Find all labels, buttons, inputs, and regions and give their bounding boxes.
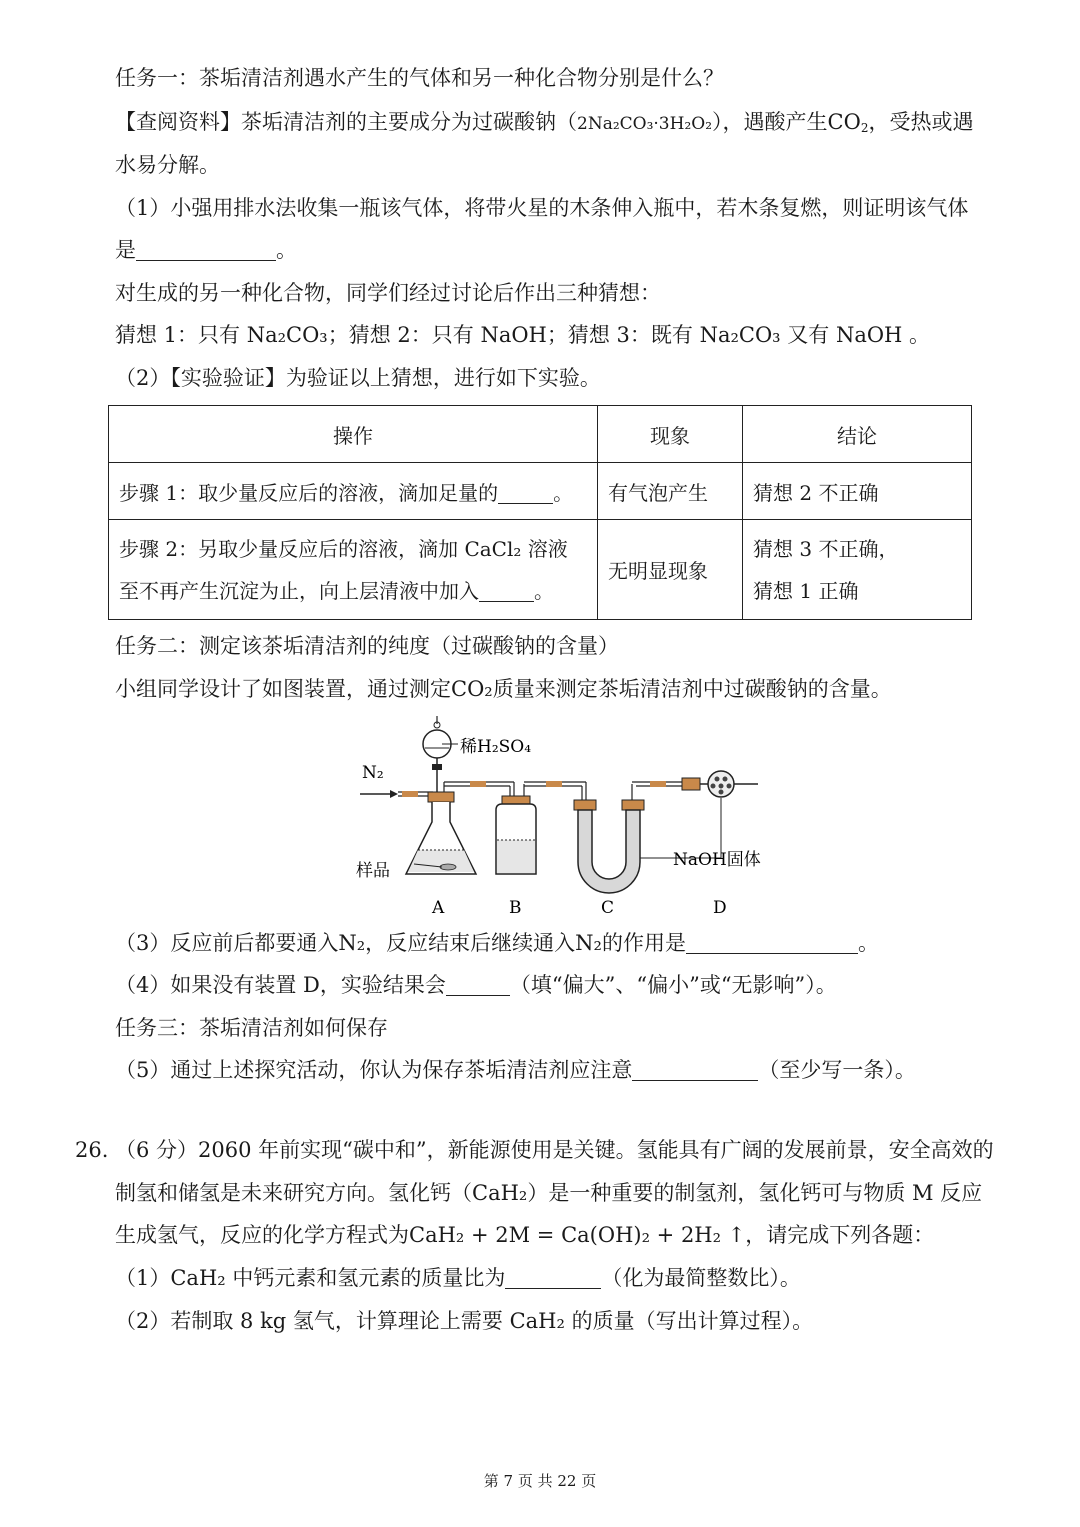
question-3-line <box>115 928 879 958</box>
row1-phenomenon: 有气泡产生 <box>598 463 743 520</box>
row1-conclusion: 猜想 2 不正确 <box>743 463 972 520</box>
question-2-text: （2）【实验验证】为验证以上猜想，进行如下实验。 <box>115 366 601 390</box>
answer-blank-7[interactable] <box>505 1266 601 1289</box>
question-1-answer-line <box>115 235 297 265</box>
stopper-a <box>428 792 454 802</box>
stopper-d <box>682 778 700 790</box>
row2-concl-a: 猜想 3 不正确， <box>753 536 899 561</box>
row1-op-text: 步骤 1：取少量反应后的溶液，滴加足量的 <box>119 480 499 505</box>
answer-blank-1[interactable] <box>136 238 276 261</box>
label-a: A <box>432 898 445 918</box>
subscript: 2 <box>860 121 869 135</box>
header-conclusion: 结论 <box>743 406 972 463</box>
apparatus-diagram <box>340 712 780 922</box>
rubber-tube <box>402 791 418 797</box>
row2-op-text-a: 步骤 2：另取少量反应后的溶液，滴加 CaCl₂ 溶液 <box>119 536 568 561</box>
label-c: C <box>601 898 615 918</box>
question-5-line <box>115 1055 916 1085</box>
row2-concl-b: 猜想 1 正确 <box>753 578 859 603</box>
stopper-c-left <box>574 800 596 810</box>
task2-title: 任务二：测定该茶垢清洁剂的纯度（过碳酸钠的含量） <box>115 634 619 658</box>
row2-op-text-b: 至不再产生沉淀为止，向上层清液中加入 <box>119 578 479 603</box>
reference-line-2: 水易分解。 <box>115 153 220 177</box>
answer-blank-2[interactable] <box>498 481 553 504</box>
task1-title: 任务一：茶垢清洁剂遇水产生的气体和另一种化合物分别是什么？ <box>115 66 724 90</box>
question-3-text: （3）反应前后都要通入N₂，反应结束后继续通入N₂的作用是 <box>115 931 686 955</box>
problem-26-line-3: 生成氢气，反应的化学方程式为CaH₂ + 2M = Ca(OH)₂ + 2H₂ ↑，请完成下列各题： <box>115 1223 935 1247</box>
experiment-table <box>108 405 972 620</box>
row2-phenomenon: 无明显现象 <box>598 520 743 620</box>
punct: 。 <box>553 480 574 505</box>
punct: 。 <box>534 578 554 603</box>
task3-title: 任务三：茶垢清洁剂如何保存 <box>115 1016 388 1040</box>
sub-1-text: （1）CaH₂ 中钙元素和氢元素的质量比为 <box>115 1266 506 1290</box>
problem-26-sub-1 <box>115 1263 801 1293</box>
problem-26-line-1: （6 分）2060 年前实现“碳中和”，新能源使用是关键。氢能具有广阔的发展前景，安全高效的 <box>115 1138 994 1162</box>
stopper-c-right <box>622 800 644 810</box>
question-5-end: （至少写一条）。 <box>758 1058 916 1082</box>
task2-description: 小组同学设计了如图装置，通过测定CO₂质量来测定茶垢清洁剂中过碳酸钠的含量。 <box>115 677 892 701</box>
question-4-line <box>115 970 837 1000</box>
row2-conclusion <box>743 520 972 620</box>
u-tube-c <box>578 810 640 893</box>
formula-percarbonate: 2Na₂CO₃·3H₂O₂ <box>577 114 713 134</box>
sub-1-end: （化为最简整数比）。 <box>601 1266 801 1290</box>
question-1-line: （1）小强用排水法收集一瓶该气体，将带火星的木条伸入瓶中，若木条复燃，则证明该气体 <box>115 196 969 220</box>
label-b: B <box>509 898 522 918</box>
table-header-row <box>109 406 972 463</box>
table-row <box>109 520 972 620</box>
punct: 。 <box>857 931 879 955</box>
n2-label: N₂ <box>362 763 384 783</box>
punct: 。 <box>276 238 297 262</box>
table-row <box>109 463 972 520</box>
guesses-text: 猜想 1：只有 Na₂CO₃；猜想 2：只有 NaOH；猜想 3：既有 Na₂CO₃ 又有 NaOH 。 <box>115 323 931 347</box>
discussion-text: 对生成的另一种化合物，同学们经过讨论后作出三种猜想： <box>115 281 661 305</box>
reference-line <box>115 107 973 143</box>
reference-text-a: 【查阅资料】茶垢清洁剂的主要成分为过碳酸钠（ <box>115 110 577 134</box>
problem-26-number: 26. <box>75 1138 109 1162</box>
naoh-label: NaOH固体 <box>673 850 761 870</box>
answer-blank-3[interactable] <box>479 579 534 602</box>
sample-label: 样品 <box>356 861 390 881</box>
answer-blank-6[interactable] <box>632 1058 758 1081</box>
question-5-text: （5）通过上述探究活动，你认为保存茶垢清洁剂应注意 <box>115 1058 633 1082</box>
question-4-text: （4）如果没有装置 D，实验结果会 <box>115 973 446 997</box>
problem-26-line-2: 制氢和储氢是未来研究方向。氢化钙（CaH₂）是一种重要的制氢剂，氢化钙可与物质 M 反应 <box>115 1181 983 1205</box>
row2-operation <box>109 520 598 620</box>
acid-label: 稀H₂SO₄ <box>460 737 532 757</box>
question-1-text: 是 <box>115 238 136 262</box>
answer-blank-4[interactable] <box>686 931 858 954</box>
row1-operation <box>109 463 598 520</box>
sample-solid <box>440 864 456 870</box>
reference-text-b: ），遇酸产生CO <box>712 110 861 134</box>
reference-text-c: ，受热或遇 <box>868 110 974 134</box>
question-4-end: （填“偏大”、“偏小”或“无影响”）。 <box>509 973 837 997</box>
page-footer: 第 7 页 共 22 页 <box>483 1472 597 1490</box>
answer-blank-5[interactable] <box>446 973 510 996</box>
problem-26-sub-2: （2）若制取 8 kg 氢气，计算理论上需要 CaH₂ 的质量（写出计算过程）。 <box>115 1309 814 1333</box>
header-phenomenon: 现象 <box>598 406 743 463</box>
label-d: D <box>713 898 727 918</box>
header-operation: 操作 <box>109 406 598 463</box>
